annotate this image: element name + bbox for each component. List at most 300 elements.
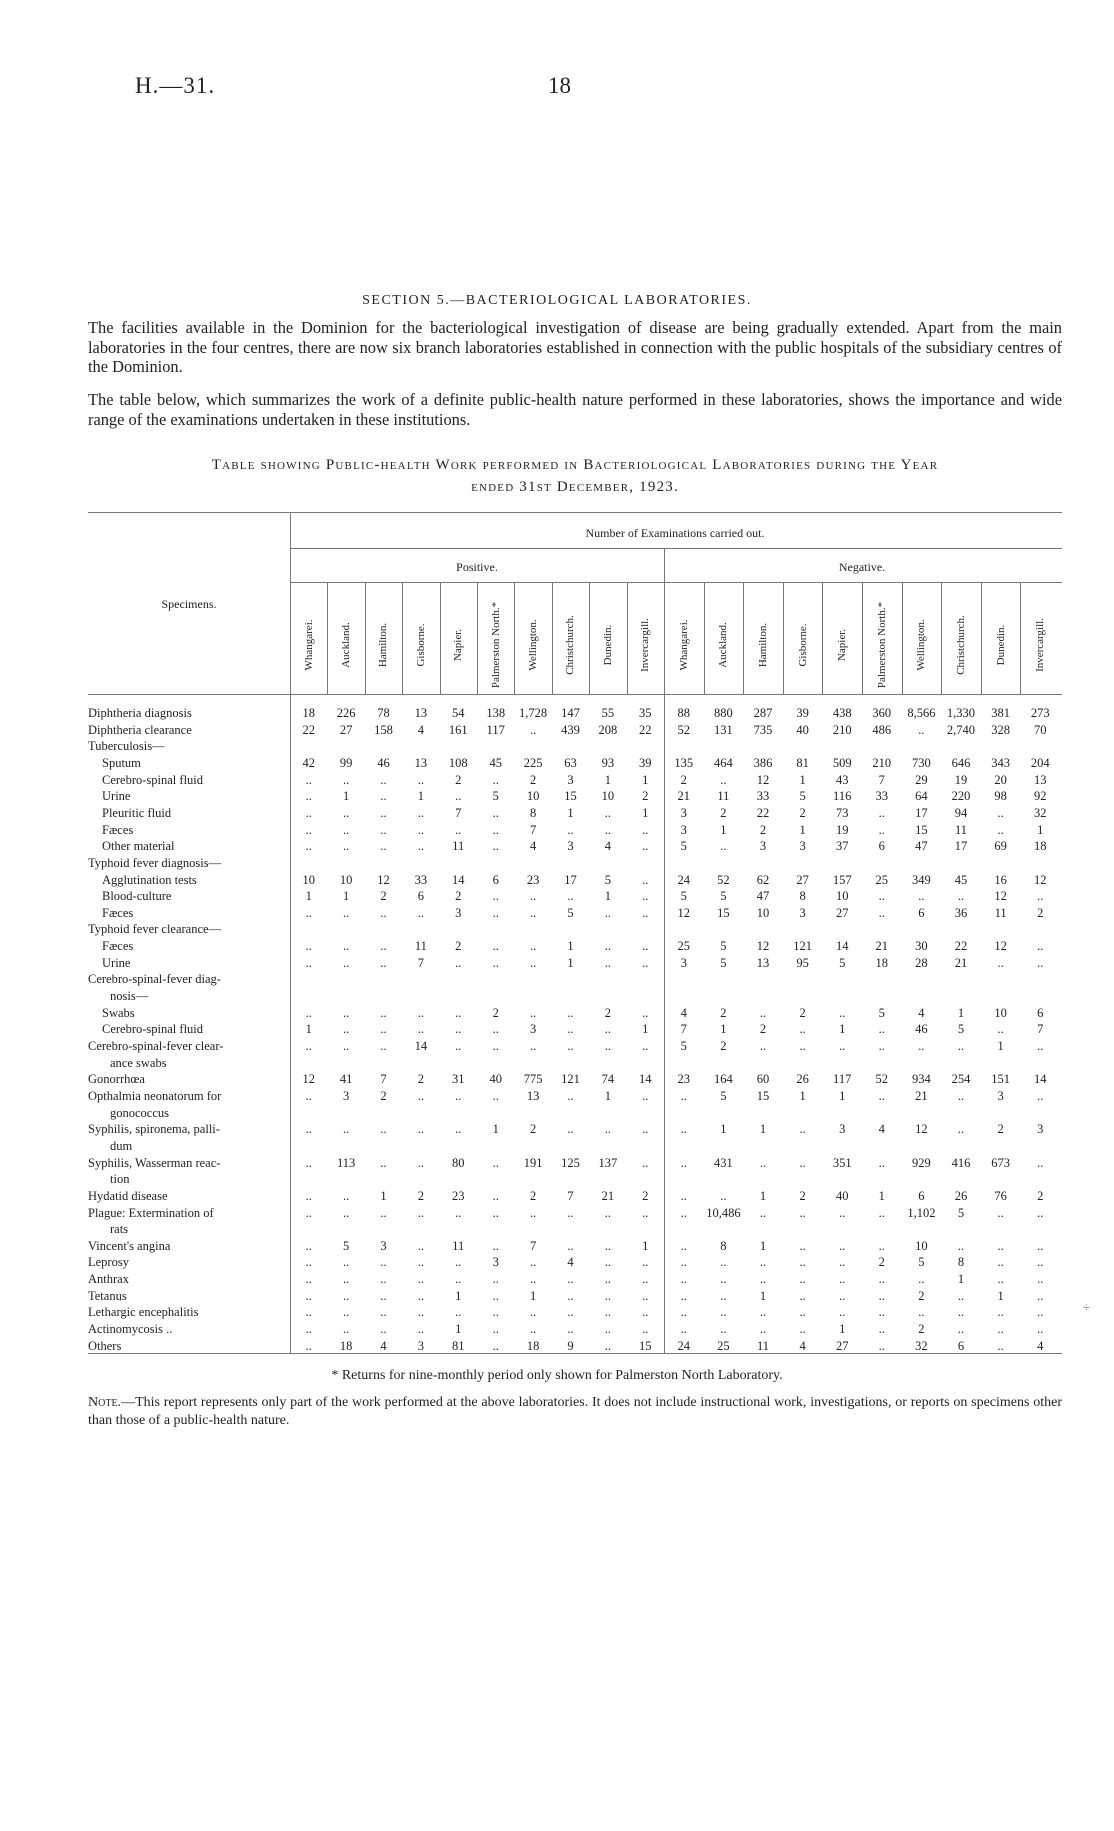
positive-cell: .. [380,1205,387,1220]
negative-cell: 25 [677,939,691,954]
negative-cell: .. [799,1039,806,1053]
negative-cell: 3 [680,805,687,820]
positive-cell: 2 [642,789,649,804]
negative-cell: .. [759,1322,767,1337]
negative-cell: 95 [796,955,809,970]
negative-cell: .. [680,1255,687,1270]
negative-cell: 929 [912,1155,931,1170]
negative-cell: 438 [832,706,852,720]
positive-cell: 17 [564,872,577,887]
negative-cell: .. [799,1255,806,1270]
positive-cell: .. [642,1039,649,1053]
negative-cell: 464 [714,755,733,770]
positive-cell: 3 [567,839,574,854]
column-label: Christchurch. [564,615,577,675]
negative-cell: 5 [720,955,727,970]
negative-cell: .. [878,905,885,920]
negative-cell: 2 [799,1005,806,1020]
positive-cell: .. [342,939,350,954]
negative-cell: 1 [720,1022,727,1037]
column-label: Invercargill. [639,618,652,672]
negative-cell: 88 [677,706,691,720]
negative-cell: .. [878,1088,885,1103]
negative-cell: .. [997,1255,1004,1270]
positive-cell: .. [342,1022,350,1037]
negative-cell: 27 [835,905,849,920]
table-row [88,1105,1068,1121]
negative-cell: 10 [756,905,770,920]
negative-cell: 18 [875,955,889,970]
negative-cell: 29 [915,772,928,787]
negative-cell: 360 [872,706,892,720]
positive-cell: .. [567,1039,574,1053]
positive-cell: .. [305,1205,312,1220]
positive-cell: .. [492,905,499,920]
positive-cell: .. [342,1288,350,1303]
note [88,1394,1062,1430]
positive-cell: 2 [417,1188,424,1203]
negative-cell: .. [799,1122,806,1137]
negative-cell: .. [839,1005,846,1020]
positive-cell: .. [642,939,649,954]
column-rule [440,582,441,694]
positive-cell: .. [567,1005,574,1020]
negative-cell: 21 [915,1088,928,1103]
negative-cell: 673 [991,1155,1010,1170]
row-label: Gonorrhœa [88,1072,145,1087]
positive-cell: .. [604,1338,611,1353]
negative-cell: 43 [835,772,849,787]
negative-cell: 5 [680,889,687,904]
column-rule [365,582,366,694]
negative-cell: 3 [997,1088,1004,1103]
row-label: ance swabs [110,1055,167,1070]
positive-cell: .. [642,905,649,920]
negative-cell: 431 [714,1155,733,1170]
positive-cell: 4 [417,722,424,737]
negative-cell: .. [680,1238,687,1253]
column-rule [627,582,628,694]
table-row [88,855,1068,871]
positive-cell: .. [529,955,537,970]
negative-cell: 3 [680,822,687,837]
negative-cell: 12 [1033,872,1047,887]
negative-cell: 26 [954,1188,968,1203]
row-label: Pleuritic fluid [102,805,172,820]
negative-cell: 1 [799,1088,806,1103]
negative-cell: 14 [835,939,849,954]
negative-cell: 287 [753,706,773,720]
positive-cell: .. [529,1039,537,1053]
negative-cell: .. [759,1272,767,1287]
negative-cell: 5 [799,789,806,804]
negative-cell: 19 [835,822,849,837]
positive-cell: 1 [455,1288,462,1303]
positive-cell: 15 [564,789,577,804]
negative-cell: 10,486 [706,1205,741,1220]
negative-cell: 735 [753,722,773,737]
column-rule [327,582,328,694]
positive-cell: .. [492,822,499,837]
negative-cell: 15 [915,822,928,837]
table-row [88,1121,1068,1137]
negative-cell: 1 [759,1238,767,1253]
negative-cell: 12 [994,939,1007,954]
positive-cell: .. [380,805,387,820]
negative-cell: 8 [720,1238,727,1253]
negative-cell: 880 [714,706,733,720]
positive-cell: 2 [529,1188,537,1203]
positive-cell: 2 [529,772,537,787]
negative-cell: .. [1037,955,1044,970]
positive-cell: 7 [417,955,424,970]
row-label: rats [110,1222,129,1237]
positive-cell: .. [380,822,387,837]
positive-cell: .. [305,1005,312,1020]
positive-cell: .. [492,939,499,954]
negative-column-header [1020,600,1060,690]
negative-cell: .. [878,1022,885,1037]
column-header-bottom-rule [88,694,1062,695]
positive-cell: .. [342,1005,350,1020]
positive-cell: 22 [302,722,315,737]
row-label: Cerebro-spinal fluid [102,1022,204,1037]
table-row [88,888,1068,904]
positive-cell: .. [305,805,312,820]
column-label: Gisborne. [796,623,809,667]
positive-cell: 23 [452,1188,465,1203]
negative-cell: 37 [835,839,849,854]
negative-cell: .. [680,1205,687,1220]
negative-cell: .. [720,1272,727,1287]
intro-paragraph: The facilities available in the Dominion for the bacteriological investigation of disease are being gradually extended. Apart from the main laboratories in the four centres, there are now six branch laboratories established in connection with the public hospitals of the subsidiary centres of the Dominion. [88,318,1062,376]
row-label: Fæces [102,939,134,954]
positive-cell: .. [567,1088,574,1103]
negative-cell: .. [680,1188,687,1203]
positive-cell: .. [342,772,350,787]
positive-cell: .. [642,1305,649,1320]
negative-cell: 28 [915,955,928,970]
column-rule [743,582,744,694]
table-row [88,1038,1068,1054]
negative-cell: 24 [677,1338,691,1353]
negative-cell: 131 [714,722,733,737]
negative-cell: 13 [1033,772,1047,787]
row-label: Tetanus [88,1288,127,1303]
negative-cell: 10 [915,1238,928,1253]
negative-cell: 1 [720,1122,727,1137]
positive-cell: .. [604,1322,611,1337]
positive-cell: 33 [414,872,428,887]
positive-cell: .. [305,1155,312,1170]
positive-cell: 39 [639,755,652,770]
negative-cell: 60 [756,1072,770,1087]
positive-cell: .. [455,1205,462,1220]
negative-cell: 2 [997,1122,1004,1137]
positive-column-header [627,600,664,690]
positive-cell: 1 [380,1188,387,1203]
negative-cell: 1,330 [946,706,976,720]
column-label: Auckland. [717,622,730,668]
positive-cell: .. [604,1238,611,1253]
row-label: Other material [102,839,175,854]
negative-cell: 27 [796,872,809,887]
negative-cell: 2,740 [946,722,976,737]
positive-cell: 8 [529,805,537,820]
table-row [88,1254,1068,1270]
positive-cell: .. [342,1272,350,1287]
negative-cell: 1 [997,1039,1004,1053]
negative-cell: .. [1037,889,1044,904]
negative-cell: 7 [878,772,885,787]
negative-cell: 2 [799,805,806,820]
negative-cell: .. [1037,1288,1044,1303]
negative-cell: .. [918,722,925,737]
note-lead: Note. [88,1395,122,1410]
group-header-rule [290,548,1062,549]
negative-cell: 52 [875,1072,889,1087]
negative-cell: 8,566 [907,706,936,720]
positive-cell: .. [417,1238,424,1253]
column-rule [941,582,942,694]
positive-cell: .. [417,1255,424,1270]
row-label: Typhoid fever diagnosis— [88,855,222,870]
positive-cell: .. [380,772,387,787]
negative-cell: .. [1037,1205,1044,1220]
negative-cell: 151 [991,1072,1010,1087]
positive-cell: 5 [567,905,574,920]
positive-cell: .. [305,1338,312,1353]
negative-cell: 730 [912,755,931,770]
positive-cell: .. [305,905,312,920]
negative-cell: .. [1037,1272,1044,1287]
positive-cell: .. [642,955,649,970]
positive-cell: .. [455,822,462,837]
row-label: Others [88,1338,122,1353]
column-label: Dunedin. [601,624,614,666]
positive-cell: 6 [417,889,424,904]
negative-cell: 2 [799,1188,806,1203]
negative-cell: .. [957,1039,965,1053]
positive-cell: 3 [455,905,462,920]
row-label: Anthrax [88,1272,129,1287]
negative-cell: 4 [799,1338,806,1353]
row-label: Leprosy [88,1255,129,1270]
positive-cell: .. [642,872,649,887]
positive-cell: .. [492,1088,499,1103]
positive-cell: .. [342,1322,350,1337]
row-label: Hydatid disease [88,1188,168,1203]
negative-cell: 12 [994,889,1007,904]
negative-cell: 6 [918,905,925,920]
positive-column-header [290,600,327,690]
negative-cell: .. [878,805,885,820]
negative-cell: 25 [717,1338,730,1353]
negative-cell: .. [799,1238,806,1253]
positive-cell: .. [492,1155,499,1170]
row-label: Swabs [102,1005,135,1020]
negative-cell: 1 [997,1288,1004,1303]
negative-cell: .. [918,889,925,904]
negative-cell: 210 [872,755,892,770]
positive-cell: 2 [380,1088,387,1103]
positive-cell: .. [305,1322,312,1337]
negative-cell: 26 [796,1072,809,1087]
negative-cell: 4 [878,1122,885,1137]
negative-cell: 40 [835,1188,849,1203]
negative-cell: 1 [720,822,727,837]
positive-cell: 6 [492,872,499,887]
table-row [88,1005,1068,1021]
negative-cell: 121 [793,939,812,954]
negative-cell: 5 [680,1039,687,1053]
negative-cell: 12 [756,939,770,954]
positive-cell: .. [567,822,574,837]
positive-cell: 5 [492,789,499,804]
negative-cell: 1 [759,1122,767,1137]
positive-cell: .. [305,1288,312,1303]
positive-cell: 1 [567,805,574,820]
positive-header: Positive. [456,560,498,574]
row-label: Fæces [102,822,134,837]
positive-cell: .. [305,1088,312,1103]
negative-cell: 2 [878,1255,885,1270]
summary-paragraph: The table below, which summarizes the work of a definite public-health nature performed in these laboratories, shows the importance and wide range of the examinations undertaken in these institutions. [88,390,1062,429]
negative-cell: .. [878,889,885,904]
negative-cell: .. [759,1255,767,1270]
positive-cell: 158 [374,722,393,737]
negative-column-header [981,600,1021,690]
negative-cell: 5 [878,1005,885,1020]
row-label: Agglutination tests [102,872,197,887]
column-label: Dunedin. [994,624,1007,666]
positive-cell: 35 [639,706,652,720]
positive-cell: .. [529,722,537,737]
note-text: —This report represents only part of the work performed at the above laboratories. It does not include instructional work, investigations, or reports on specimens other than those of a public-health nature. [88,1395,1062,1428]
row-label: Urine [102,955,131,970]
column-rule [822,582,823,694]
column-rule [552,582,553,694]
negative-cell: .. [997,1238,1004,1253]
positive-cell: 147 [561,706,580,720]
positive-cell: .. [342,1305,350,1320]
positive-cell: 18 [526,1338,540,1353]
negative-cell: 416 [951,1155,971,1170]
negative-cell: 5 [720,1088,727,1103]
positive-cell: .. [417,805,424,820]
negative-cell: .. [759,1039,767,1053]
negative-cell: .. [918,1039,925,1053]
page-number: 18 [548,73,571,98]
negative-cell: 40 [796,722,809,737]
negative-cell: .. [720,1288,727,1303]
negative-cell: 2 [1037,905,1044,920]
positive-cell: 5 [342,1238,350,1253]
positive-cell: .. [417,822,424,837]
positive-cell: .. [305,1188,312,1203]
positive-cell: .. [305,1238,312,1253]
positive-cell: 5 [604,872,611,887]
positive-cell: 1 [455,1322,462,1337]
negative-cell: 5 [680,839,687,854]
positive-cell: .. [305,1255,312,1270]
negative-cell: 17 [915,805,928,820]
positive-cell: .. [492,955,499,970]
negative-cell: .. [957,1305,965,1320]
negative-cell: 2 [720,1005,727,1020]
positive-cell: 7 [567,1188,574,1203]
negative-cell: 5 [957,1205,965,1220]
positive-cell: .. [380,955,387,970]
row-label: Cerebro-spinal-fever diag- [88,972,221,987]
positive-cell: .. [492,1322,499,1337]
positive-cell: 93 [601,755,615,770]
negative-cell: 32 [1033,805,1047,820]
negative-cell: 5 [720,939,727,954]
positive-cell: 225 [523,755,543,770]
positive-column-header [552,600,589,690]
positive-cell: 11 [452,1238,465,1253]
negative-cell: .. [957,1238,965,1253]
negative-cell: .. [799,1022,806,1037]
row-label: Vincent's angina [88,1238,171,1253]
negative-cell: .. [680,1155,687,1170]
section-title: SECTION 5.—BACTERIOLOGICAL LABORATORIES. [362,293,752,308]
positive-cell: .. [529,889,537,904]
negative-cell: .. [878,1155,885,1170]
negative-cell: .. [799,1155,806,1170]
column-label: Napier. [452,628,465,662]
positive-cell: 45 [489,755,502,770]
negative-cell: .. [720,1305,727,1320]
negative-cell: 12 [915,1122,928,1137]
positive-cell: .. [380,905,387,920]
negative-cell: 1 [839,1322,846,1337]
negative-cell: .. [997,822,1004,837]
positive-cell: .. [604,1255,611,1270]
column-rule [704,582,705,694]
positive-cell: .. [380,1288,387,1303]
positive-cell: 1 [642,805,649,820]
positive-cell: .. [604,1039,611,1053]
positive-cell: .. [492,1272,499,1287]
positive-cell: .. [305,939,312,954]
positive-cell: .. [380,939,387,954]
row-label: Syphilis, spironema, palli- [88,1122,220,1137]
negative-cell: 18 [1033,839,1047,854]
positive-cell: .. [380,789,387,804]
positive-cell: .. [529,1255,537,1270]
negative-cell: 157 [832,872,852,887]
positive-cell: 11 [414,939,427,954]
positive-cell: .. [567,1288,574,1303]
negative-cell: 1 [957,1272,965,1287]
positive-cell: .. [604,1122,611,1137]
positive-cell: .. [417,1122,424,1137]
table-row [88,971,1068,987]
row-label: Opthalmia neonatorum for [88,1088,222,1103]
positive-cell: .. [417,905,424,920]
negative-header: Negative. [838,560,886,574]
positive-cell: 208 [598,722,618,737]
positive-cell: 10 [302,872,315,887]
table-row [88,1188,1068,1204]
positive-cell: .. [492,1039,499,1053]
positive-cell: .. [455,955,462,970]
positive-cell: .. [342,1188,350,1203]
negative-cell: 15 [717,905,730,920]
negative-cell: 23 [677,1072,691,1087]
